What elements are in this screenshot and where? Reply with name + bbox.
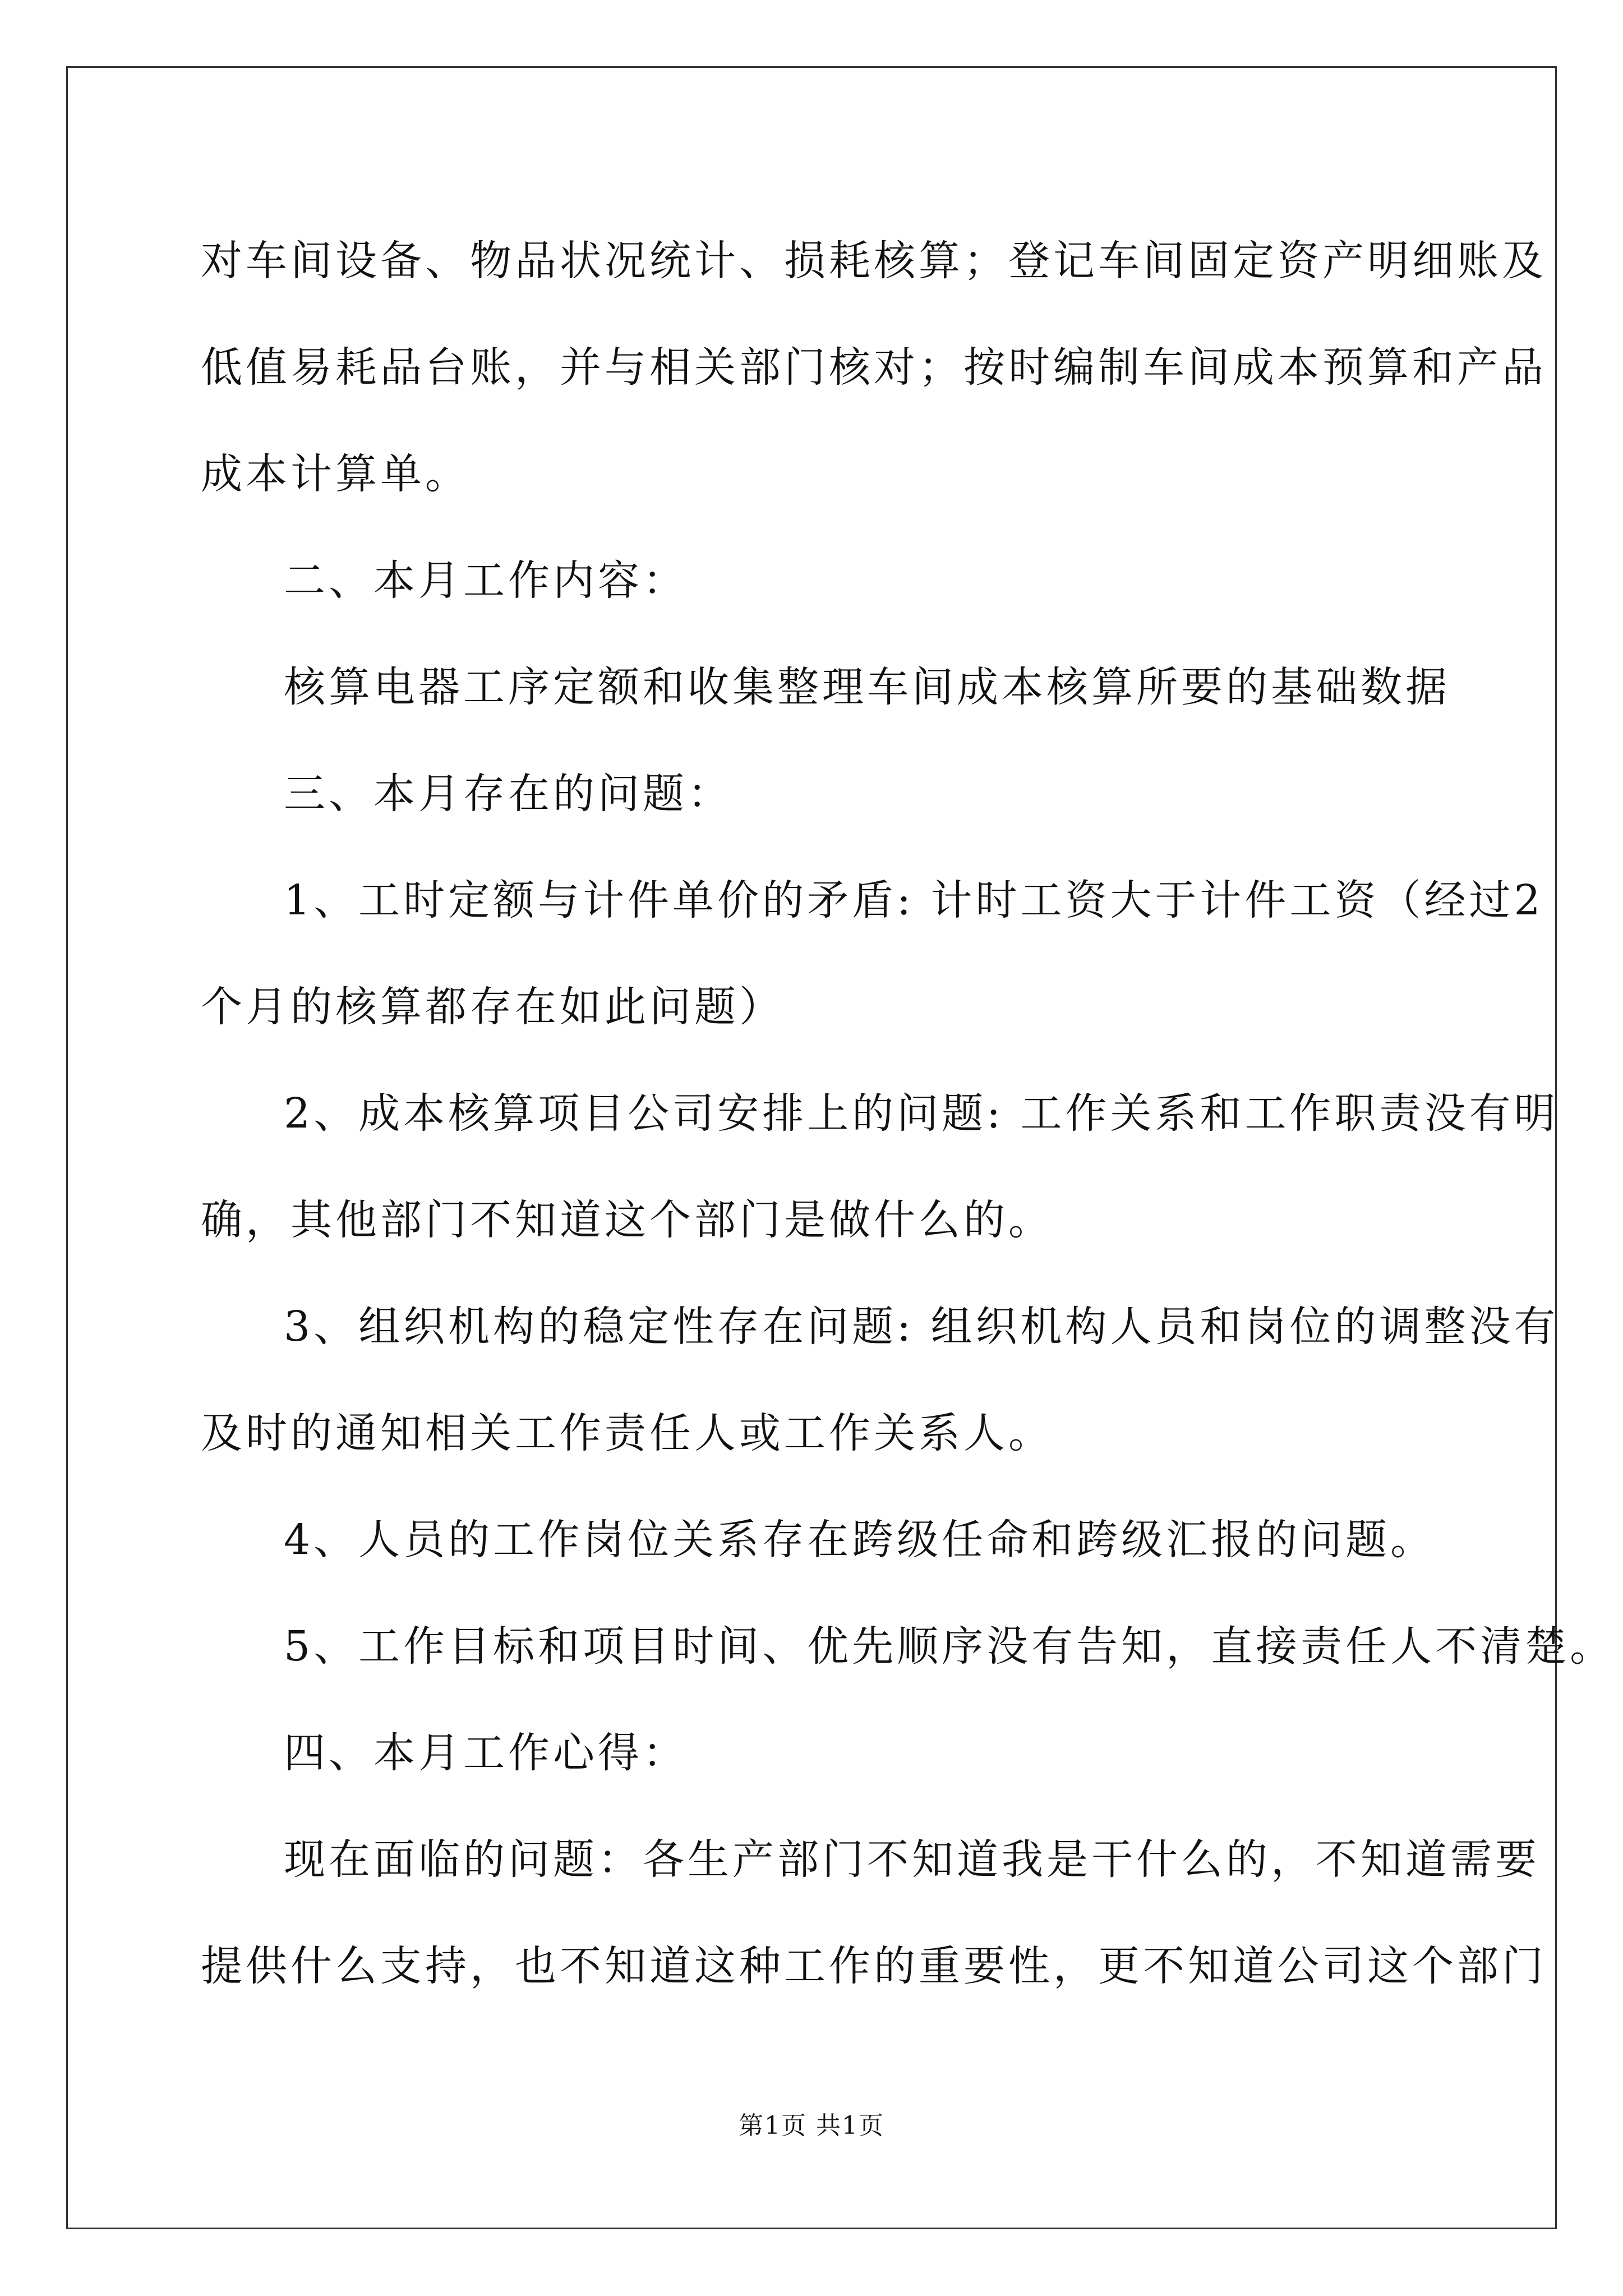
list-item-2: 2、成本核算项目公司安排上的问题: 工作关系和工作职责没有明	[284, 1089, 1559, 1138]
list-item-1-cont: 个月的核算都存在如此问题）	[201, 983, 784, 1031]
paragraph-line: 低值易耗品台账，并与相关部门核对；按时编制车间成本预算和产品	[201, 343, 1547, 392]
list-item-1: 1、工时定额与计件单价的矛盾: 计时工资大于计件工资（经过2	[284, 876, 1544, 924]
paragraph-line: 成本计算单。	[201, 450, 470, 498]
document-body	[201, 208, 1615, 2019]
list-item-3: 3、组织机构的稳定性存在问题: 组织机构人员和岗位的调整没有	[284, 1303, 1559, 1351]
paragraph-line: 提供什么支持，也不知道这种工作的重要性，更不知道公司这个部门	[201, 1942, 1547, 1990]
list-item-3-cont: 及时的通知相关工作责任人或工作关系人。	[201, 1409, 1053, 1457]
list-item-4: 4、人员的工作岗位关系存在跨级任命和跨级汇报的问题。	[284, 1516, 1436, 1564]
paragraph-line: 核算电器工序定额和收集整理车间成本核算所要的基础数据	[284, 663, 1450, 711]
section-heading-4: 四、本月工作心得：	[284, 1729, 688, 1777]
list-item-5: 5、工作目标和项目时间、优先顺序没有告知，直接责任人不清楚。	[284, 1622, 1615, 1671]
section-heading-2: 二、本月工作内容：	[284, 556, 688, 605]
paragraph-line: 对车间设备、物品状况统计、损耗核算；登记车间固定资产明细账及	[201, 237, 1547, 285]
paragraph-line: 现在面临的问题：各生产部门不知道我是干什么的，不知道需要	[284, 1835, 1540, 1884]
section-heading-3: 三、本月存在的问题：	[284, 770, 732, 818]
list-item-2-cont: 确，其他部门不知道这个部门是做什么的。	[201, 1196, 1053, 1244]
page-number-footer: 第1页 共1页	[739, 2111, 884, 2140]
